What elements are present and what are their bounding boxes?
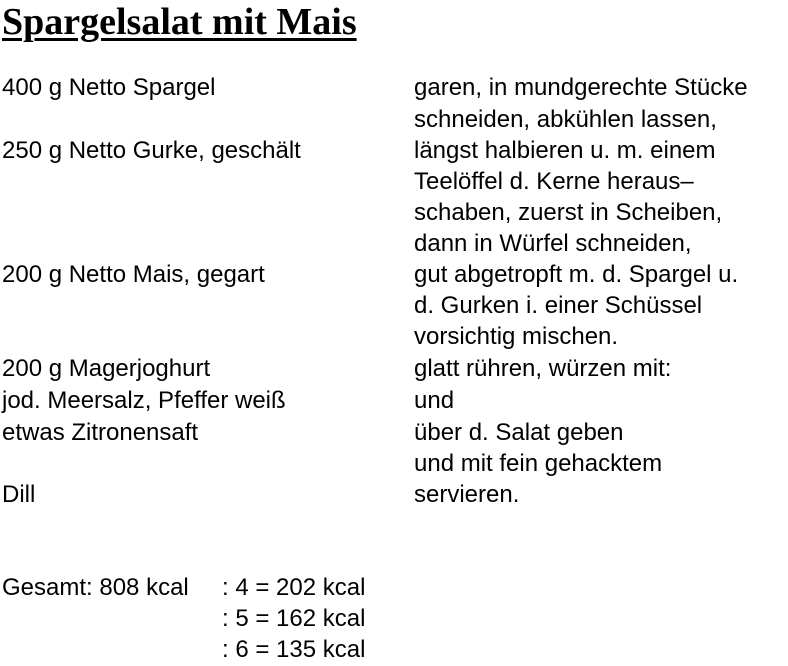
instruction-line: schaben, zuerst in Scheiben, [414, 199, 723, 226]
instruction-line: d. Gurken i. einer Schüssel [414, 292, 703, 319]
ingredient-line: 250 g Netto Gurke, geschält [2, 137, 301, 164]
instruction-line: glatt rühren, würzen mit: [414, 355, 672, 382]
calorie-total: Gesamt: 808 kcal [2, 574, 189, 601]
calorie-portion: : 4 = 202 kcal [222, 574, 366, 601]
calorie-portion: : 5 = 162 kcal [222, 605, 366, 632]
instruction-line: vorsichtig mischen. [414, 323, 619, 350]
instruction-line: und mit fein gehacktem [414, 450, 663, 477]
ingredient-line: jod. Meersalz, Pfeffer weiß [2, 387, 286, 414]
calorie-portion: : 6 = 135 kcal [222, 636, 366, 663]
ingredient-line: etwas Zitronensaft [2, 419, 199, 446]
instruction-line: dann in Würfel schneiden, [414, 230, 692, 257]
instruction-line: und [414, 387, 455, 414]
ingredient-line: 200 g Netto Mais, gegart [2, 261, 265, 288]
instruction-line: gut abgetropft m. d. Spargel u. [414, 261, 739, 288]
instruction-line: garen, in mundgerechte Stücke [414, 74, 748, 101]
ingredient-line: Dill [2, 481, 36, 508]
instruction-line: schneiden, abkühlen lassen, [414, 106, 717, 133]
instruction-line: längst halbieren u. m. einem [414, 137, 716, 164]
instruction-line: Teelöffel d. Kerne heraus– [414, 168, 694, 195]
ingredient-line: 400 g Netto Spargel [2, 74, 216, 101]
instruction-line: servieren. [414, 481, 520, 508]
instruction-line: über d. Salat geben [414, 419, 624, 446]
recipe-title: Spargelsalat mit Mais [2, 1, 357, 43]
ingredient-line: 200 g Magerjoghurt [2, 355, 211, 382]
